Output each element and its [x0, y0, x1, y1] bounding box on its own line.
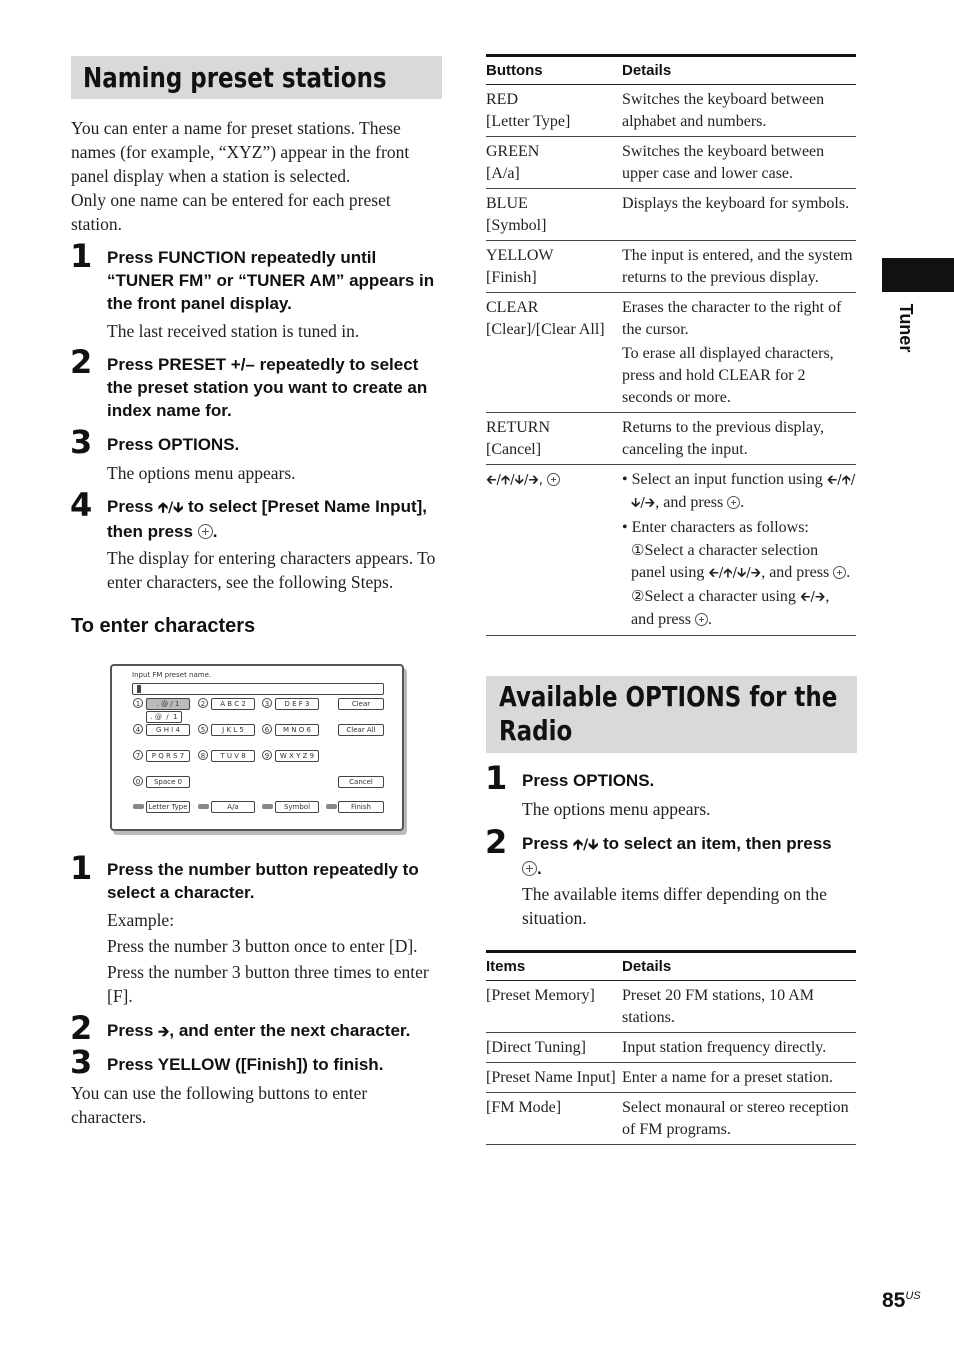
case-key[interactable]: A/a — [211, 801, 255, 813]
key-button[interactable]: G H I 4 — [146, 724, 190, 736]
enter-button-icon — [522, 861, 537, 876]
button-cell — [486, 293, 622, 413]
button-name: GREEN — [486, 143, 540, 160]
step-text-part: Press — [107, 497, 159, 516]
finish-key[interactable]: Finish — [338, 801, 384, 813]
step-instruction — [522, 832, 857, 880]
key-button[interactable]: M N O 6 — [275, 724, 319, 736]
step-number: 2 — [485, 823, 508, 861]
key-number: 4 — [133, 724, 143, 734]
closing-paragraph: You can use the following buttons to enter characters. — [71, 1083, 368, 1127]
arrow-keys-icon: 🡰/🡱/🡳/🡲, — [486, 473, 548, 488]
section-banner — [71, 56, 442, 99]
key-button[interactable]: . @ / 1 — [146, 711, 182, 723]
right-arrow-icon: 🡲 — [158, 1024, 170, 1040]
detail-cell: Enter a name for a preset station. — [622, 1063, 856, 1093]
input-field[interactable] — [132, 683, 384, 695]
button-cell — [486, 413, 622, 465]
symbol-key[interactable]: Symbol — [275, 801, 319, 813]
enter-button-icon — [727, 496, 740, 509]
key-button[interactable]: D E F 3 — [275, 698, 319, 710]
bullet-item: • Enter characters as follows: ①Select a character selection panel using 🡰/🡱/🡳/🡲, and press . ②Select a character using 🡰/🡲, and press . — [622, 519, 851, 628]
table-row — [486, 1063, 856, 1093]
enter-button-icon — [547, 473, 560, 486]
item-cell: [Preset Name Input] — [486, 1063, 622, 1093]
step-number: 3 — [70, 1043, 93, 1081]
button-label: [Finish] — [486, 269, 537, 286]
section-title: Naming preset stations — [83, 61, 387, 94]
item-cell: [Preset Memory] — [486, 981, 622, 1033]
example-line: Press the number 3 button once to enter [D]. — [107, 936, 418, 956]
enter-button-icon — [695, 613, 708, 626]
up-down-arrow-icon: 🡱/🡳 — [573, 837, 599, 853]
bullet-text: Select a character using — [644, 588, 800, 605]
clear-key[interactable]: Clear — [338, 698, 384, 710]
button-cell — [486, 137, 622, 189]
bullet-text: Select an input function using — [631, 471, 827, 488]
column-header: Buttons — [486, 56, 622, 85]
subheading: To enter characters — [71, 615, 256, 637]
arrow-keys-icon: 🡰/🡱/🡳/🡲 — [708, 566, 762, 581]
key-button[interactable]: A B C 2 — [211, 698, 255, 710]
arrow-keys-icon: 🡰/🡲 — [799, 590, 826, 605]
keyboard-screen — [110, 664, 404, 831]
key-number: 6 — [262, 724, 272, 734]
detail-text: To erase all displayed characters, press and hold CLEAR for 2 seconds or more. — [622, 345, 834, 406]
step-text-part: to select an item, then press — [598, 834, 832, 853]
letter-type-key[interactable]: Letter Type — [146, 801, 190, 813]
intro-paragraph — [71, 116, 443, 236]
step-description: The options menu appears. — [107, 463, 296, 483]
detail-cell: Select monaural or stereo reception of FM programs. — [622, 1093, 856, 1145]
page-number — [882, 1284, 921, 1313]
items-table — [486, 950, 856, 1145]
button-cell — [486, 85, 622, 137]
table-row — [486, 85, 856, 137]
red-indicator — [133, 804, 144, 809]
step-description: The options menu appears. — [522, 799, 711, 819]
detail-cell: Preset 20 FM stations, 10 AM stations. — [622, 981, 856, 1033]
detail-cell — [622, 293, 856, 413]
step-number: 1 — [70, 849, 93, 887]
step-instruction: Press OPTIONS. — [107, 435, 240, 454]
column-header: Items — [486, 952, 622, 981]
bullet-text: , and press — [655, 494, 728, 511]
button-label: [Clear]/[Clear All] — [486, 321, 605, 338]
table-row — [486, 981, 856, 1033]
detail-cell — [622, 465, 856, 636]
section-tab-label: Tuner — [896, 303, 916, 353]
column-header: Details — [622, 952, 856, 981]
example-line: Press the number 3 button three times to enter [F]. — [107, 962, 429, 1006]
key-number: 2 — [198, 698, 208, 708]
section-banner — [486, 676, 857, 753]
detail-cell: Displays the keyboard for symbols. — [622, 189, 856, 241]
table-row — [486, 465, 856, 636]
step-description — [107, 908, 447, 1008]
enter-button-icon — [833, 566, 846, 579]
item-cell: [FM Mode] — [486, 1093, 622, 1145]
button-name: RED — [486, 91, 518, 108]
section-tab-marker — [882, 258, 954, 292]
step-number: 4 — [70, 486, 93, 524]
step-instruction: Press OPTIONS. — [522, 771, 655, 790]
up-down-arrow-icon: 🡱/🡳 — [158, 500, 184, 516]
step-number: 2 — [70, 1009, 93, 1047]
step-text-part: Press — [522, 834, 574, 853]
table-row — [486, 137, 856, 189]
button-name: BLUE — [486, 195, 528, 212]
page-number-suffix: US — [905, 1290, 921, 1302]
section-title — [499, 680, 837, 748]
bullet-text: , and press — [631, 588, 830, 628]
detail-cell: Input station frequency directly. — [622, 1033, 856, 1063]
keyboard-caption: Input FM preset name. — [132, 671, 212, 679]
bullet-text: . — [707, 611, 712, 628]
key-number: 3 — [262, 698, 272, 708]
button-cell — [486, 465, 622, 636]
step-description: The display for entering characters appears. To enter characters, see the following Steps. — [107, 548, 436, 592]
intro-text-1: You can enter a name for preset stations. These names (for example, “XYZ”) appear in the front panel display when a station is selected. — [71, 118, 410, 186]
step-text-part: to select [Preset Name Input], then press — [107, 497, 427, 541]
button-cell — [486, 189, 622, 241]
bullet-text: . — [740, 494, 745, 511]
key-number: 7 — [133, 750, 143, 760]
button-label: [Cancel] — [486, 441, 542, 458]
step-number: 3 — [70, 423, 93, 461]
bullet-text: , and press — [761, 564, 830, 581]
marker-2: ② — [631, 587, 645, 605]
arrow-keys-icon: 🡰/🡱/🡳/🡲 — [631, 473, 856, 511]
detail-cell: Switches the keyboard between alphabet and numbers. — [622, 85, 856, 137]
buttons-table — [486, 54, 856, 636]
step-text-part: , and enter the next character. — [169, 1021, 411, 1040]
button-name: CLEAR — [486, 299, 539, 316]
step-text-part: Press — [107, 1021, 159, 1040]
step-instruction: Press YELLOW ([Finish]) to finish. — [107, 1055, 384, 1074]
key-button[interactable]: J K L 5 — [211, 724, 255, 736]
step-instruction: Press FUNCTION repeatedly until “TUNER FM” or “TUNER AM” appears in the front panel display. — [107, 248, 435, 313]
enter-button-icon — [198, 524, 213, 539]
step-text-part: . — [537, 859, 542, 878]
marker-1: ① — [631, 541, 645, 559]
button-label: [Letter Type] — [486, 113, 571, 130]
section-title-line: Radio — [499, 714, 573, 747]
key-button[interactable]: W X Y Z 9 — [275, 750, 319, 762]
key-button[interactable]: . @ / 1 — [146, 698, 190, 710]
table-row — [486, 1093, 856, 1145]
step-description: The last received station is tuned in. — [107, 321, 360, 341]
step-instruction: Press the number button repeatedly to select a character. — [107, 860, 419, 902]
table-row — [486, 293, 856, 413]
items-table-wrap — [486, 950, 856, 1145]
section-title-line: Available OPTIONS for the — [499, 680, 838, 713]
table-row — [486, 1033, 856, 1063]
text-cursor — [137, 685, 141, 693]
key-button[interactable]: T U V 8 — [211, 750, 255, 762]
step-number: 2 — [70, 343, 93, 381]
detail-text: Erases the character to the right of the cursor. — [622, 299, 842, 338]
button-label: [Symbol] — [486, 217, 547, 234]
step-instruction — [107, 1019, 447, 1044]
bullet-item: • Select an input function using 🡰/🡱/🡳/🡲, and press . — [622, 471, 856, 511]
cancel-key[interactable]: Cancel — [338, 776, 384, 788]
step-instruction: Press PRESET +/– repeatedly to select the preset station you want to create an index name for. — [107, 355, 428, 420]
clear-all-key[interactable]: Clear All — [338, 724, 384, 736]
key-number: 1 — [133, 698, 143, 708]
yellow-indicator — [326, 804, 337, 809]
button-name: RETURN — [486, 419, 550, 436]
key-number: 8 — [198, 750, 208, 760]
buttons-table-wrap — [486, 54, 856, 636]
button-label: [A/a] — [486, 165, 520, 182]
column-header: Details — [622, 56, 856, 85]
bullet-text: . — [846, 564, 851, 581]
step-number: 1 — [485, 759, 508, 797]
detail-cell: Returns to the previous display, canceling the input. — [622, 413, 856, 465]
step-description: The available items differ depending on the situation. — [522, 884, 827, 928]
step-text-part: . — [212, 522, 218, 541]
page-number-value: 85 — [882, 1289, 906, 1312]
key-number: 9 — [262, 750, 272, 760]
step-instruction — [107, 495, 437, 543]
item-cell: [Direct Tuning] — [486, 1033, 622, 1063]
intro-text-2: Only one name can be entered for each preset station. — [71, 190, 391, 234]
bullet-text: Enter characters as follows: — [631, 519, 809, 536]
button-name: YELLOW — [486, 247, 554, 264]
example-label: Example: — [107, 910, 175, 930]
detail-cell: The input is entered, and the system returns to the previous display. — [622, 241, 856, 293]
key-number: 0 — [133, 776, 143, 786]
table-row — [486, 189, 856, 241]
blue-indicator — [262, 804, 273, 809]
key-number: 5 — [198, 724, 208, 734]
button-cell — [486, 241, 622, 293]
detail-cell: Switches the keyboard between upper case and lower case. — [622, 137, 856, 189]
key-button[interactable]: Space 0 — [146, 776, 190, 788]
step-number: 1 — [70, 237, 93, 275]
table-row — [486, 241, 856, 293]
table-row — [486, 413, 856, 465]
green-indicator — [198, 804, 209, 809]
bullet-text: Select a character selection panel using — [631, 542, 819, 581]
key-button[interactable]: P Q R S 7 — [146, 750, 190, 762]
